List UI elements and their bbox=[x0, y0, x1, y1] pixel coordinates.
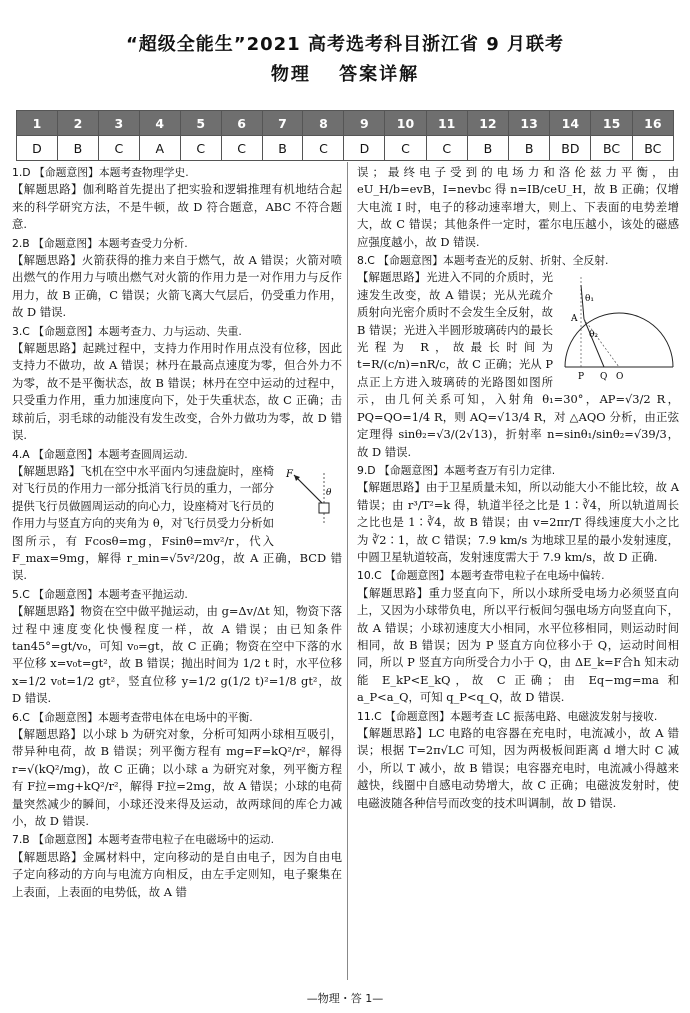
page-footer: —物理・答 1— bbox=[306, 992, 384, 1005]
answer-table bbox=[16, 110, 674, 161]
answer-explanation bbox=[12, 831, 342, 901]
doc-type-label: 答案详解 bbox=[339, 64, 420, 85]
subject-label: 物理 bbox=[270, 64, 311, 85]
question-intent: 10.C 【命题意图】本题考查带电粒子在电场中偏转. bbox=[357, 569, 605, 583]
solution-text: 误；最终电子受到的电场力和洛伦兹力平衡，由 eU_H/b=evB，I=nevbc 得 n=IB/ceU_H，故 B 正确；仅增大电流 I 时，电子的移动速率增大，则上、下表面的电势差增大，故 C 错误；其他条件一定时，霍尔电压越小，该处的磁感应强度越小，故 D 错误. bbox=[357, 165, 679, 249]
question-intent: 2.B 【命题意图】本题考查受力分析. bbox=[12, 236, 188, 250]
answer-explanation bbox=[357, 462, 679, 566]
answer-explanation bbox=[12, 235, 342, 322]
question-intent: 7.B 【命题意图】本题考查带电粒子在电磁场中的运动. bbox=[12, 833, 275, 847]
left-column bbox=[12, 164, 342, 902]
answer-cell: A bbox=[139, 136, 180, 161]
point-q-label: Q bbox=[600, 372, 608, 383]
answer-cell: C bbox=[385, 136, 426, 161]
answer-table-numbers bbox=[17, 111, 674, 136]
answer-cell: B bbox=[467, 136, 508, 161]
force-diagram bbox=[280, 465, 342, 536]
answer-cell: D bbox=[17, 136, 58, 161]
question-number-cell: 15 bbox=[591, 111, 632, 136]
answer-cell: BD bbox=[550, 136, 591, 161]
answer-cell: C bbox=[426, 136, 467, 161]
page-subtitle bbox=[0, 60, 690, 86]
answer-explanation bbox=[357, 164, 679, 251]
question-number-cell: 14 bbox=[550, 111, 591, 136]
solution-text: 【解题思路】光进入不同的介质时，光速发生改变，故 A 错误；光从光疏介质射向光密介质时不会发生全反射，故 B 错误；光进入半圆形玻璃砖内的最长光程为 R，故最长时间为 t=R/(c/n)=nR/c，故 C 正确；光从 P 点正上方进入玻璃砖的光路图如图所示，由几何关系可知，入射角 θ₁=30°，AP=√3/2 R，PQ=QO=1/4 R，则 AQ=√13/4 R，对 △AQO 分析，由正弦定理得 sinθ₂=√3/(2√13)，折射率 n=sinθ₁/sinθ₂=√39/3，故 D 错误. bbox=[357, 270, 679, 459]
point-a-label: A bbox=[571, 314, 578, 325]
solution-text: 【解题思路】飞机在空中水平面内匀速盘旋时，座椅对飞行员的作用力一部分抵消飞行员的重力，一部分提供飞行员做圆周运动的向心力，设座椅对飞行员的作用力与竖直方向的夹角为 θ，对飞行员受力分析如图所示，有 Fcosθ=mg，Fsinθ=mv²/r，代入 F_max=9mg，解得 r_min=√5v²/20g，故 A 正确，BCD 错误. bbox=[12, 463, 342, 583]
answer-explanation bbox=[12, 446, 342, 585]
question-number-cell: 7 bbox=[262, 111, 303, 136]
question-intent: 8.C 【命题意图】本题考查光的反射、折射、全反射. bbox=[357, 254, 609, 268]
question-number-cell: 13 bbox=[509, 111, 550, 136]
answer-explanation bbox=[12, 586, 342, 708]
question-intent: 3.C 【命题意图】本题考查力、力与运动、失重. bbox=[12, 324, 242, 338]
answer-explanation bbox=[357, 708, 679, 812]
question-intent: 6.C 【命题意图】本题考查带电体在电场中的平衡. bbox=[12, 710, 253, 724]
optics-diagram bbox=[559, 271, 679, 388]
point-o-label: O bbox=[616, 372, 624, 383]
answer-explanation bbox=[12, 164, 342, 234]
question-number-cell: 2 bbox=[57, 111, 98, 136]
angle-label: θ bbox=[326, 487, 332, 498]
question-intent: 5.C 【命题意图】本题考查平抛运动. bbox=[12, 587, 188, 601]
solution-text: 【解题思路】重力竖直向下，所以小球所受电场力必须竖直向上，又因为小球带负电，所以平行板间匀强电场方向竖直向下，故 A 错误；小球初速度大小相同，水平位移相同，则运动时间相同，故 B 错误；因为 P 竖直方向位移小于 Q，运动时间相同，所以 P 竖直方向所受合力小于 Q，由 ΔE_k=F合h 知末动能 E_kP<E_kQ，故 C 正确；由 Eq−mg=ma 和 a_P<a_Q，可知 q_P<q_Q，故 D 错误. bbox=[357, 585, 679, 705]
question-intent: 11.C 【命题意图】本题考查 LC 振荡电路、电磁波发射与接收. bbox=[357, 709, 658, 723]
solution-text: 【解题思路】火箭获得的推力来自于燃气，故 A 错误；火箭对喷出燃气的作用力与喷出燃气对火箭的作用力是一对作用力与反作用力，故 B 正确，C 错误；火箭飞离大气层后，仍受重力作用，故 D 错误. bbox=[12, 253, 342, 320]
answer-explanation bbox=[12, 323, 342, 445]
solution-text: 【解题思路】由于卫星质量未知，所以动能大小不能比较，故 A 错误；由 r³/T²=k 得，轨道半径之比是 1∶∛4，所以轨道周长之比也是 1∶∛4，故 B 错误；由 v=2πr/T 得线速度大小之比为 ∛2∶1，故 C 错误；7.9 km/s 为地球卫星的最小发射速度，中圆卫星轨道较高，发射速度需大于 7.9 km/s，故 D 正确. bbox=[357, 480, 679, 564]
answer-explanation bbox=[12, 709, 342, 831]
solution-text: 【解题思路】以小球 b 为研究对象，分析可知两小球相互吸引，带异种电荷，故 B 错误；列平衡方程有 mg=F=kQ²/r²，解得 r=√(kQ²/mg)，故 C 正确；以小球 a 为研究对象，列平衡方程有 F拉=mg+kQ²/r²，解得 F拉=2mg，故 A 错误；小球的电荷量突然减少的瞬间，小球还没来得及运动，故两球间的库仑力减小，故 D 错误. bbox=[12, 727, 342, 829]
answer-cell: C bbox=[303, 136, 344, 161]
question-intent: 9.D 【命题意图】本题考查万有引力定律. bbox=[357, 463, 556, 477]
column-divider bbox=[347, 162, 348, 980]
answer-cell: D bbox=[344, 136, 385, 161]
question-number-cell: 3 bbox=[98, 111, 139, 136]
solution-text: 【解题思路】金属材料中，定向移动的是自由电子，因为自由电子定向移动的方向与电流方向相反，由左手定则知，电子聚集在上表面，上表面的电势低，故 A 错 bbox=[12, 849, 342, 899]
question-number-cell: 6 bbox=[221, 111, 262, 136]
question-number-cell: 11 bbox=[426, 111, 467, 136]
question-number-cell: 4 bbox=[139, 111, 180, 136]
answer-cell: BC bbox=[591, 136, 632, 161]
question-number-cell: 16 bbox=[632, 111, 673, 136]
question-number-cell: 8 bbox=[303, 111, 344, 136]
question-number-cell: 12 bbox=[467, 111, 508, 136]
point-p-label: P bbox=[578, 372, 585, 383]
right-column bbox=[357, 164, 679, 813]
answer-table-answers bbox=[17, 136, 674, 161]
answer-cell: C bbox=[221, 136, 262, 161]
theta1-label: θ₁ bbox=[585, 294, 595, 305]
question-intent: 1.D 【命题意图】本题考查物理学史. bbox=[12, 166, 189, 179]
answer-explanation bbox=[357, 252, 679, 461]
solution-text: 【解题思路】起跳过程中，支持力作用时作用点没有位移，因此支持力不做功，故 A 错误；林丹在最高点速度为零，但合外力不为零，故不是平衡状态，故 B 错误；林丹在空中运动的过程中，只受重力作用，重力加速度向下，处于失重状态，故 C 正确；击球前后，羽毛球的动能没有发生改变，合外力做功为零，故 D 错误. bbox=[12, 341, 342, 443]
answer-cell: C bbox=[180, 136, 221, 161]
answer-explanation bbox=[357, 567, 679, 706]
answer-cell: B bbox=[509, 136, 550, 161]
question-number-cell: 9 bbox=[344, 111, 385, 136]
force-label: F bbox=[286, 468, 293, 480]
solution-text: 【解题思路】伽利略首先提出了把实验和逻辑推理有机地结合起来的科学研究方法，不是牛顿，故 D 符合题意，ABC 不符合题意. bbox=[12, 182, 342, 232]
question-number-cell: 10 bbox=[385, 111, 426, 136]
theta2-label: θ₂ bbox=[589, 330, 599, 341]
answer-cell: B bbox=[262, 136, 303, 161]
page-title: “超级全能生”2021 高考选考科目浙江省 9 月联考 bbox=[125, 34, 565, 55]
answer-cell: C bbox=[98, 136, 139, 161]
answer-cell: B bbox=[57, 136, 98, 161]
solution-text: 【解题思路】物资在空中做平抛运动，由 g=Δv/Δt 知，物资下落过程中速度变化快慢程度一样，故 A 错误；由已知条件 tan45°=gt/v₀，可知 v₀=gt，故 C 正确；物资在空中下落的水平位移 x=v₀t=gt²，故 B 错误；抛出时间为 1/2 t 时，水平位移 x=1/2 v₀t=1/2 gt²，竖直位移 y=1/2 g(1/2 t)²=1/8 gt²，故 D 错误. bbox=[12, 604, 342, 706]
solution-text: 【解题思路】LC 电路的电容器在充电时，电流减小，故 A 错误；根据 T=2π√LC 可知，因为两极板间距离 d 增大时 C 减小，所以 T 减小，故 B 错误；电容器充电时，电流减小得越来越快，线圈中自感电动势增大，故 C 正确；电磁波发射时，使电磁波随各种信号而改变的技术叫调制，故 D 错误. bbox=[357, 726, 679, 810]
question-intent: 4.A 【命题意图】本题考查圆周运动. bbox=[12, 447, 188, 461]
question-number-cell: 1 bbox=[17, 111, 58, 136]
question-number-cell: 5 bbox=[180, 111, 221, 136]
answer-cell: BC bbox=[632, 136, 673, 161]
